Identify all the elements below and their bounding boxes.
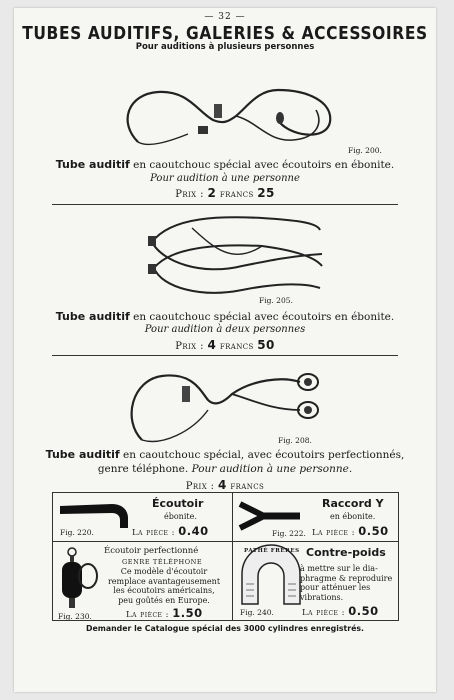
fig-220-caption: Fig. 220. [60,528,94,537]
catalog-page [14,8,436,692]
item-200-price: Prix : 2 francs 25 [175,186,275,200]
contre-poids-price: La pièce : 0.50 [302,604,379,618]
contre-poids-stamp: PATHÉ FRÈRES [244,548,300,554]
page-title: TUBES AUDITIFS, GALERIES & ACCESSOIRES [22,22,428,44]
fig-205-caption: Fig. 205. [259,296,293,305]
item-208-description: Tube auditif en caoutchouc spécial, avec écoutoirs perfectionnés, [45,448,405,461]
raccord-title: Raccord Y [322,497,384,510]
divider [52,204,398,205]
catalog-footer-note: Demander le Catalogue spécial des 3000 cylindres enregistrés. [85,624,365,633]
item-205-price: Prix : 4 francs 50 [175,338,275,352]
page-subtitle: Pour auditions à plusieurs personnes [135,42,315,52]
raccord-material: en ébonite. [330,512,376,521]
item-200-description: Tube auditif en caoutchouc spécial avec écoutoirs en ébonite. [55,158,395,171]
item-205-description: Tube auditif en caoutchouc spécial avec écoutoirs en ébonite. [55,310,395,323]
box-grid-top-border [52,492,398,493]
item-208-description-line2: genre téléphone. Pour audition à une personne. [97,463,353,475]
ecoutoir-perfectionne-subtitle: GENRE TÉLÉPHONE [122,558,203,566]
divider [52,355,398,356]
fig-240-caption: Fig. 240. [240,608,274,617]
ecoutoir-perfectionne-text: Ce modèle d'écoutoir remplace avantageusement les écoutoirs américains, peu goûtés en Europe. [107,567,221,605]
raccord-price: La pièce : 0.50 [312,524,389,538]
fig-208-caption: Fig. 208. [278,436,312,445]
box-grid-right-border [398,492,399,621]
hearing-tube-double-illustration [132,206,332,302]
box-grid-bottom-border [52,620,398,621]
hearing-tube-telephone-illustration [122,360,332,446]
ecoutoir-perfectionne-illustration [58,546,100,612]
contre-poids-text: à mettre sur le dia- phragme & reproduire pour atténuer les vibrations. [300,564,393,602]
hearing-tube-single-illustration [118,82,348,154]
contre-poids-title: Contre-poids [306,546,386,559]
ecoutoir-illustration [58,498,134,532]
ecoutoir-price: La pièce : 0.40 [132,524,209,538]
fig-222-caption: Fig. 222. [272,529,306,538]
page-number: — 32 — [204,12,246,22]
ecoutoir-material: ébonite. [164,512,197,521]
item-205-usage: Pour audition à deux personnes [144,324,306,335]
item-208-price: Prix : 4 francs [185,478,265,492]
ecoutoir-title: Écoutoir [152,497,204,510]
ecoutoir-perfectionne-price: La pièce : 1.50 [126,606,203,620]
box-grid-middle-border [52,541,398,542]
ecoutoir-perfectionne-title: Écoutoir perfectionné [104,546,199,556]
fig-230-caption: Fig. 230. [58,612,92,621]
box-grid-left-border [52,492,53,621]
item-200-usage: Pour audition à une personne [150,173,300,184]
box-grid-center-border [232,492,233,621]
fig-200-caption: Fig. 200. [348,146,382,155]
